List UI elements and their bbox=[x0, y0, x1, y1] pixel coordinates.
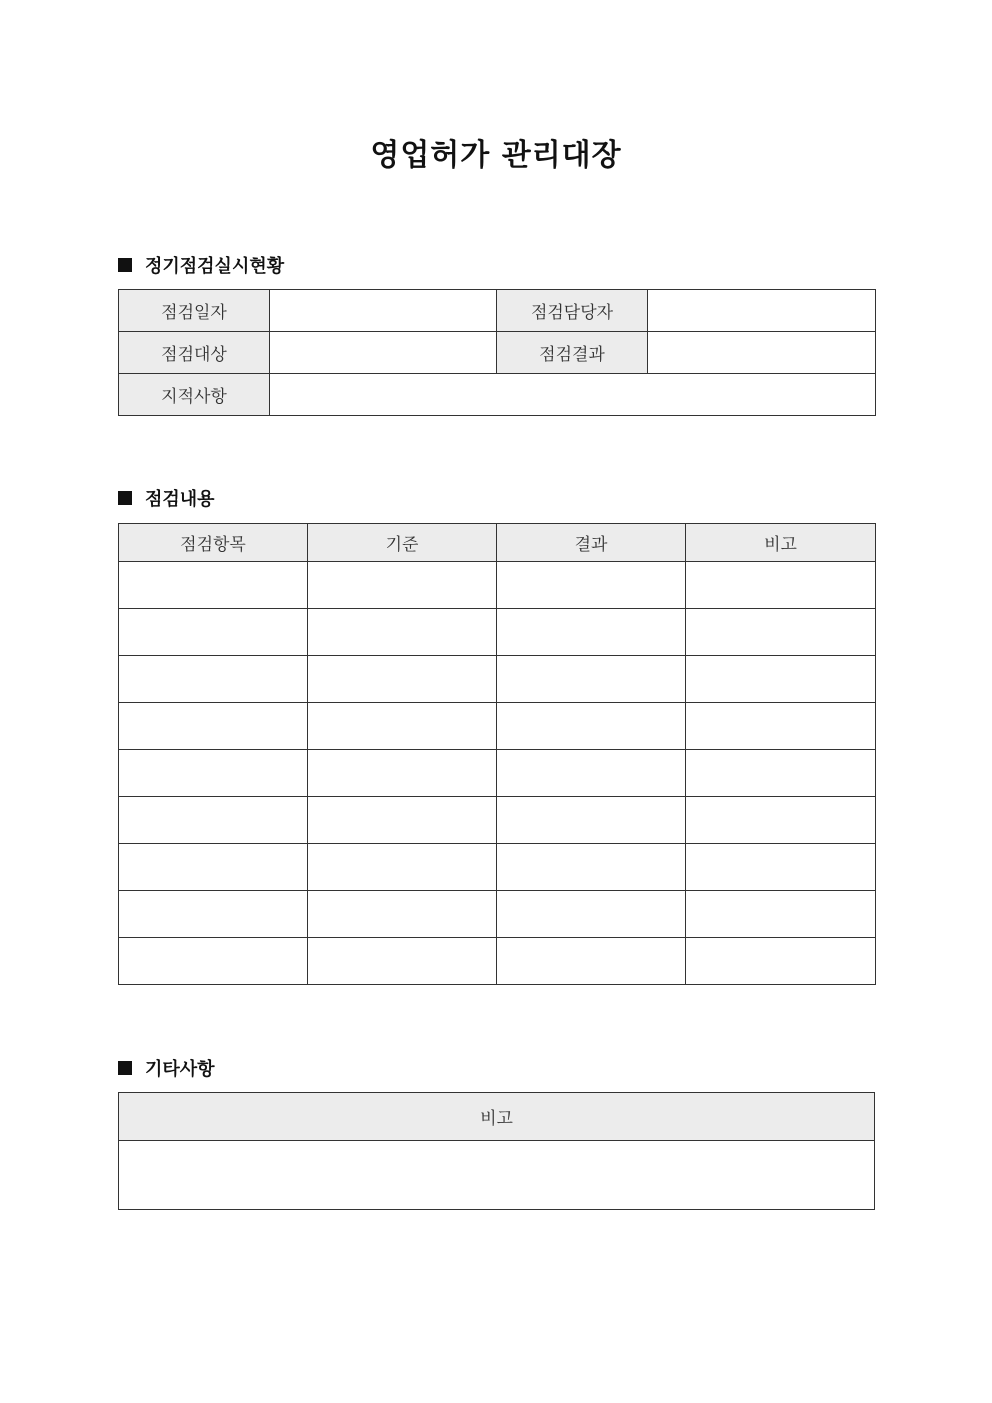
table-row bbox=[119, 562, 876, 609]
column-header-note: 비고 bbox=[686, 524, 876, 562]
item-cell[interactable] bbox=[119, 938, 308, 985]
other-notes-field[interactable] bbox=[119, 1141, 875, 1210]
section-heading-etc bbox=[118, 1054, 215, 1082]
section-heading-label: 기타사항 bbox=[145, 1059, 215, 1080]
column-header-note: 비고 bbox=[119, 1093, 875, 1141]
inspection-target-field[interactable] bbox=[270, 332, 497, 374]
column-header-item: 점검항목 bbox=[119, 524, 308, 562]
inspection-date-label: 점검일자 bbox=[119, 290, 270, 332]
result-cell[interactable] bbox=[497, 844, 686, 891]
section-heading-label: 점검내용 bbox=[145, 489, 215, 510]
square-bullet-icon bbox=[118, 491, 132, 505]
item-cell[interactable] bbox=[119, 844, 308, 891]
remarks-field[interactable] bbox=[270, 374, 876, 416]
table-row bbox=[119, 656, 876, 703]
item-cell[interactable] bbox=[119, 656, 308, 703]
standard-cell[interactable] bbox=[308, 703, 497, 750]
square-bullet-icon bbox=[118, 1061, 132, 1075]
table-row bbox=[119, 797, 876, 844]
standard-cell[interactable] bbox=[308, 844, 497, 891]
result-cell[interactable] bbox=[497, 562, 686, 609]
column-header-result: 결과 bbox=[497, 524, 686, 562]
standard-cell[interactable] bbox=[308, 891, 497, 938]
inspection-result-field[interactable] bbox=[648, 332, 876, 374]
result-cell[interactable] bbox=[497, 703, 686, 750]
note-cell[interactable] bbox=[686, 891, 876, 938]
item-cell[interactable] bbox=[119, 609, 308, 656]
note-cell[interactable] bbox=[686, 938, 876, 985]
table-header-row bbox=[119, 1093, 875, 1141]
note-cell[interactable] bbox=[686, 750, 876, 797]
inspector-field[interactable] bbox=[648, 290, 876, 332]
inspection-result-label: 점검결과 bbox=[497, 332, 648, 374]
result-cell[interactable] bbox=[497, 750, 686, 797]
table-row bbox=[119, 290, 876, 332]
section-heading-status bbox=[118, 251, 284, 279]
remarks-label: 지적사항 bbox=[119, 374, 270, 416]
inspection-target-label: 점검대상 bbox=[119, 332, 270, 374]
note-cell[interactable] bbox=[686, 656, 876, 703]
note-cell[interactable] bbox=[686, 562, 876, 609]
note-cell[interactable] bbox=[686, 609, 876, 656]
table-row bbox=[119, 750, 876, 797]
inspector-label: 점검담당자 bbox=[497, 290, 648, 332]
note-cell[interactable] bbox=[686, 844, 876, 891]
table-row bbox=[119, 703, 876, 750]
column-header-standard: 기준 bbox=[308, 524, 497, 562]
item-cell[interactable] bbox=[119, 562, 308, 609]
note-cell[interactable] bbox=[686, 703, 876, 750]
standard-cell[interactable] bbox=[308, 797, 497, 844]
other-notes-table bbox=[118, 1092, 875, 1210]
result-cell[interactable] bbox=[497, 609, 686, 656]
table-row bbox=[119, 609, 876, 656]
result-cell[interactable] bbox=[497, 797, 686, 844]
result-cell[interactable] bbox=[497, 656, 686, 703]
table-row bbox=[119, 938, 876, 985]
section-heading-items bbox=[118, 484, 215, 512]
item-cell[interactable] bbox=[119, 891, 308, 938]
inspection-items-table bbox=[118, 523, 876, 985]
table-row bbox=[119, 332, 876, 374]
page-title: 영업허가 관리대장 bbox=[370, 138, 622, 173]
square-bullet-icon bbox=[118, 258, 132, 272]
inspection-date-field[interactable] bbox=[270, 290, 497, 332]
result-cell[interactable] bbox=[497, 891, 686, 938]
table-row bbox=[119, 1141, 875, 1210]
standard-cell[interactable] bbox=[308, 562, 497, 609]
standard-cell[interactable] bbox=[308, 750, 497, 797]
inspection-status-table bbox=[118, 289, 876, 416]
item-cell[interactable] bbox=[119, 703, 308, 750]
item-cell[interactable] bbox=[119, 797, 308, 844]
section-heading-label: 정기점검실시현황 bbox=[145, 256, 285, 277]
standard-cell[interactable] bbox=[308, 656, 497, 703]
standard-cell[interactable] bbox=[308, 609, 497, 656]
result-cell[interactable] bbox=[497, 938, 686, 985]
table-row bbox=[119, 374, 876, 416]
item-cell[interactable] bbox=[119, 750, 308, 797]
table-header-row bbox=[119, 524, 876, 562]
note-cell[interactable] bbox=[686, 797, 876, 844]
table-row bbox=[119, 891, 876, 938]
table-row bbox=[119, 844, 876, 891]
standard-cell[interactable] bbox=[308, 938, 497, 985]
